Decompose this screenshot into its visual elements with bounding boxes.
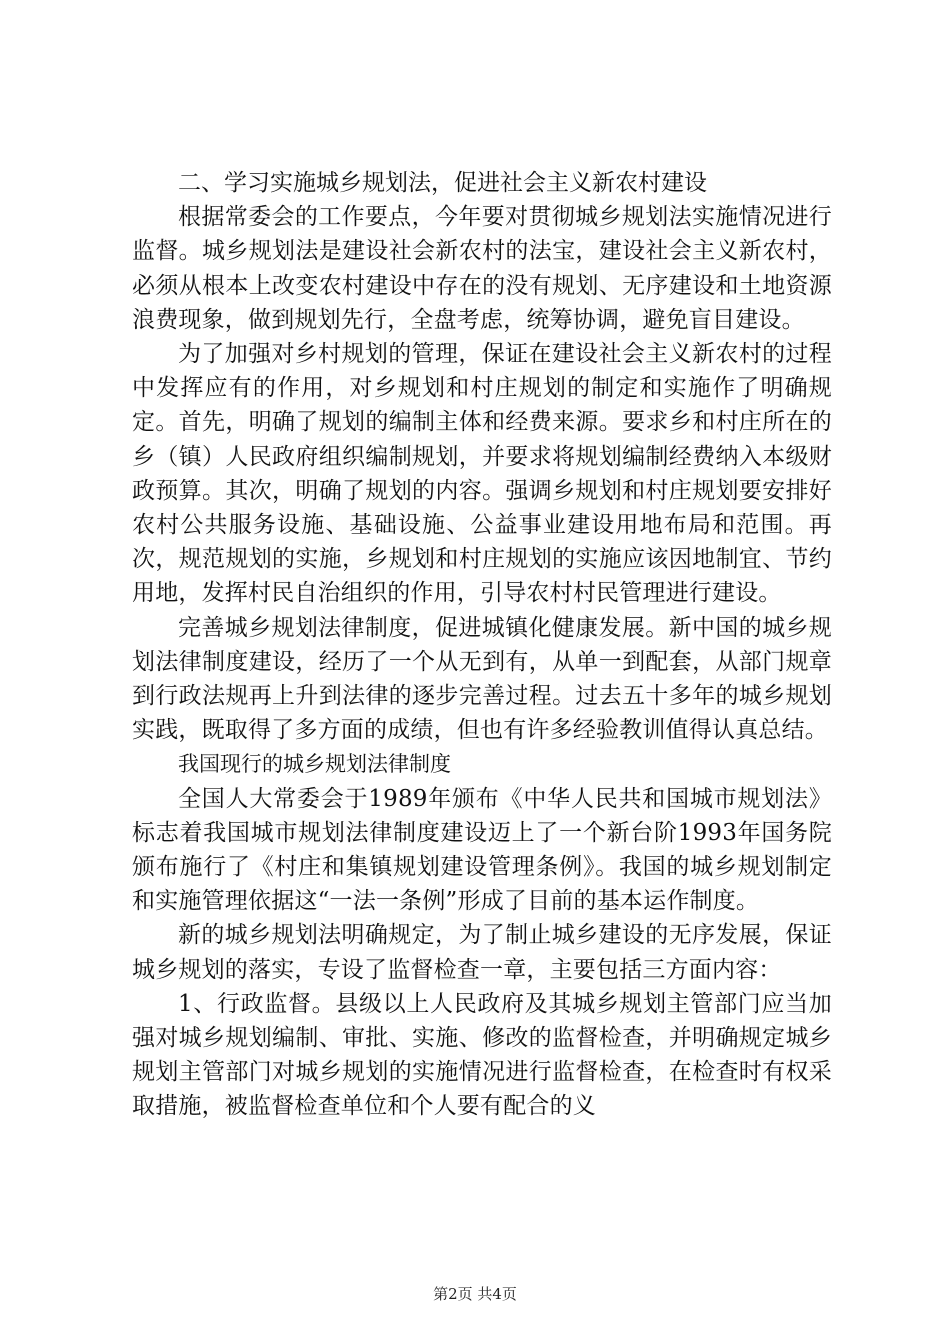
paragraph-4: 全国人大常委会于1989年颁布《中华人民共和国城市规划法》标志着我国城市规划法律制度建设迈上了一个新台阶1993年国务院颁布施行了《村庄和集镇规划建设管理条例》。我国的城乡规划制定和实施管理依据这“一法一条例”形成了目前的基本运作制度。 (132, 785, 832, 915)
paragraph-5: 新的城乡规划法明确规定，为了制止城乡建设的无序发展，保证城乡规划的落实，专设了监督检查一章，主要包括三方面内容： (132, 922, 832, 983)
paragraph-6: 1、行政监督。县级以上人民政府及其城乡规划主管部门应当加强对城乡规划编制、审批、实施、修改的监督检查，并明确规定城乡规划主管部门对城乡规划的实施情况进行监督检查，在检查时有权采取措施，被监督检查单位和个人要有配合的义 (132, 990, 832, 1120)
subheading: 我国现行的城乡规划法律制度 (178, 752, 451, 777)
document-body (132, 166, 832, 1124)
paragraph-2: 为了加强对乡村规划的管理，保证在建设社会主义新农村的过程中发挥应有的作用，对乡规划和村庄规划的制定和实施作了明确规定。首先，明确了规划的编制主体和经费来源。要求乡和村庄所在的乡（镇）人民政府组织编制规划，并要求将规划编制经费纳入本级财政预算。其次，明确了规划的内容。强调乡规划和村庄规划要安排好农村公共服务设施、基础设施、公益事业建设用地布局和范围。再次，规范规划的实施，乡规划和村庄规划的实施应该因地制宜、节约用地，发挥村民自治组织的作用，引导农村村民管理进行建设。 (132, 341, 832, 607)
section-heading: 二、学习实施城乡规划法，促进社会主义新农村建设 (178, 170, 707, 196)
paragraph-1: 根据常委会的工作要点，今年要对贯彻城乡规划法实施情况进行监督。城乡规划法是建设社会新农村的法宝，建设社会主义新农村，必须从根本上改变农村建设中存在的没有规划、无序建设和土地资源浪费现象，做到规划先行，全盘考虑，统筹协调，避免盲目建设。 (132, 204, 832, 333)
page-number-footer: 第2页 共4页 (433, 1285, 517, 1303)
paragraph-3: 完善城乡规划法律制度，促进城镇化健康发展。新中国的城乡规划法律制度建设，经历了一个从无到有，从单一到配套，从部门规章到行政法规再上升到法律的逐步完善过程。过去五十多年的城乡规划实践，既取得了多方面的成绩，但也有许多经验教训值得认真总结。 (132, 614, 832, 744)
